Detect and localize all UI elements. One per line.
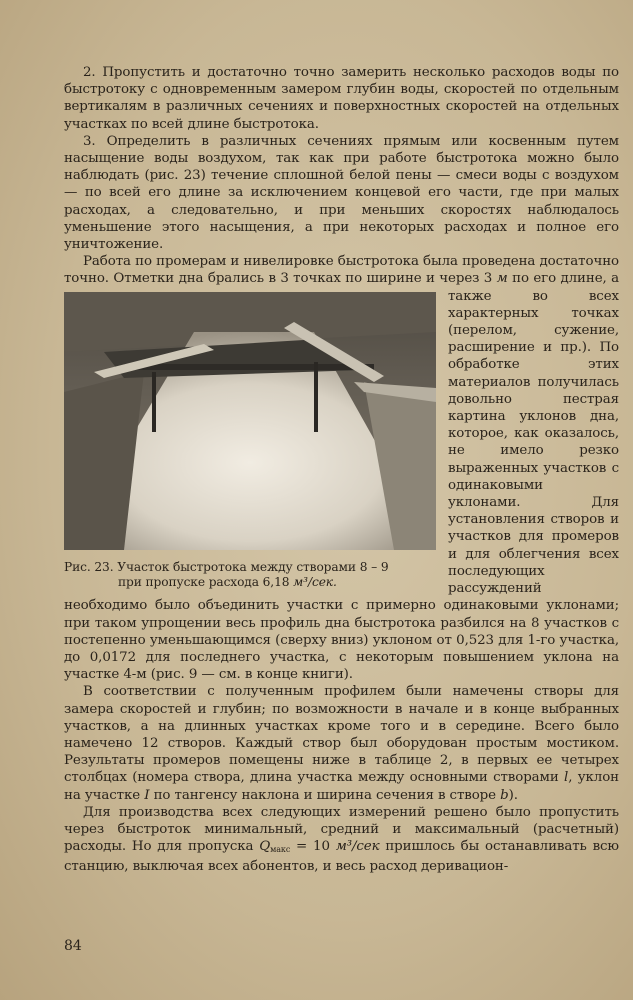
paragraph-discharge	[64, 804, 619, 876]
discharge-text-2: = 10	[290, 839, 336, 855]
paragraph-item-2: 2. Пропустить и достаточно точно замерить несколько расходов воды по быстротоку с одновременным замером глубин воды, скоростей по отдельным вертикалям в различных сечениях и поверхностных скоростей на отдельных участках по всей длине быстротока.	[64, 65, 619, 132]
paragraph-survey	[64, 253, 619, 683]
survey-text-2: по его длине, а также во всех характерных точках (перелом, сужение, расширение и пр.). По обработке этих материалов получилась довольно пестрая картина уклонов дна, которое, как оказалось, не имело резко выраженных участков с одинаковыми уклонами. Для установления створов и участков для промеров и для облегчения всех последующих рассуждений необходимо было объединить участки с примерно одинаковыми уклонами; при таком упрощении весь профиль дна быстротока разбился на 8 участков с постепенно уменьшающимся (сверху вниз) уклоном от 0,523 для 1-го участка, до 0,0172 для последнего участка, с некоторым повышением уклона на участке 4-м (рис. 9 — см. в конце книги).	[64, 271, 619, 683]
profile-text-1: В соответствии с полученным профилем были намечены створы для замера скоростей и глубин; по возможности в начале и в конце выбранных участков, а на длинных участках кроме того и в середине. Всего было намечено 12 створов. Каждый створ был оборудован простым мостиком. Результаты промеров помещены ниже в таблице 2, в первых ее четырех столбцах (номера створа, длина участка между основными створами	[64, 684, 619, 786]
figure-caption	[64, 560, 436, 591]
var-b: b	[500, 787, 509, 803]
caption-unit: м³/сек.	[293, 575, 337, 590]
unit-meter: м	[496, 271, 508, 287]
caption-line-2	[64, 575, 436, 590]
figure-photo	[64, 292, 436, 550]
caption-line-2-text: при пропуске расхода 6,18	[118, 575, 294, 590]
profile-text-3: по тангенсу наклона и ширина сечения в створе	[149, 787, 501, 803]
figure-23	[64, 292, 436, 591]
var-q-subscript: макс	[270, 845, 291, 855]
caption-line-1: Рис. 23. Участок быстротока между створами 8 – 9	[64, 559, 389, 574]
var-i: I	[144, 787, 150, 803]
var-q: Q	[259, 839, 271, 855]
var-l: l	[564, 770, 569, 786]
page-number: 84	[64, 938, 82, 954]
survey-text-1: Работа по промерам и нивелировке быстротока была проведена достаточно точно. Отметки дна брались в 3 точках по ширине и через 3	[64, 254, 619, 287]
discharge-text-1: Для производства всех следующих измерений решено было пропустить через быстроток минимальный, средний и максимальный (расчетный) расходы. Но для пропуска	[64, 804, 619, 855]
discharge-unit: м³/сек	[335, 839, 380, 855]
paragraph-item-3: 3. Определить в различных сечениях прямым или косвенным путем насыщение воды воздухом, так как при работе быстротока можно было наблюдать (рис. 23) течение сплошной белой пены — смеси воды с воздухом — по всей его длине за исключением концевой его части, где при малых расходах, а следовательно, и при меньших скоростях наблюдалось уменьшение этого насыщения, а при некоторых расходах и полное его уничтожение.	[64, 133, 619, 253]
paragraph-profile	[64, 683, 619, 803]
spillway-photo-illustration	[64, 292, 436, 550]
profile-text-2: , уклон на участке	[64, 770, 619, 803]
discharge-text-3: пришлось бы останавливать всю станцию, выключая всех абонентов, и весь расход деривацион-	[64, 839, 619, 875]
text-column	[64, 64, 619, 876]
profile-text-4: ).	[508, 787, 518, 803]
